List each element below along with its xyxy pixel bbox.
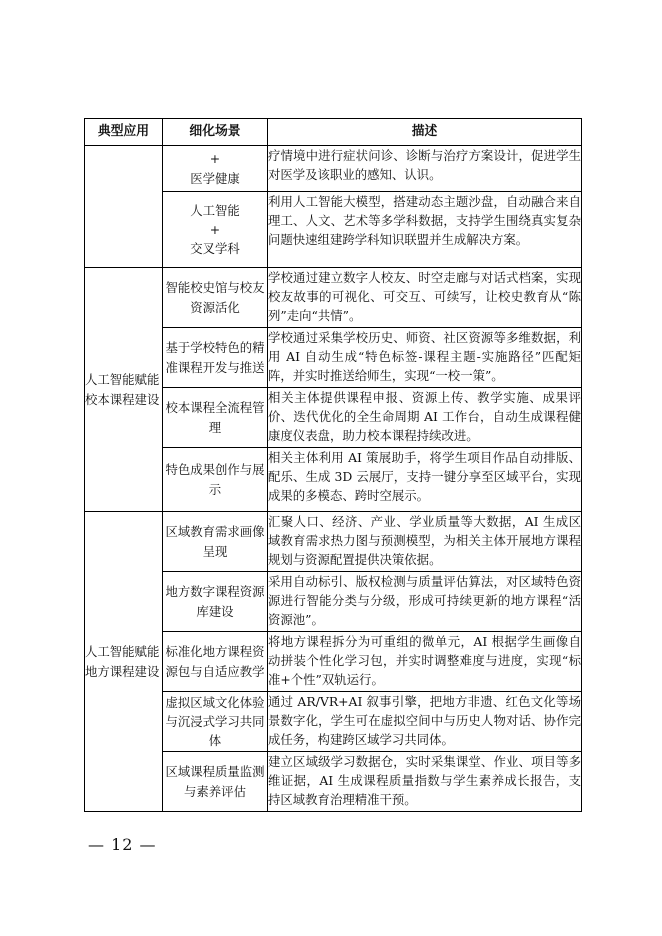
scene-cell <box>163 146 268 192</box>
description-text: 相关主体利用 AI 策展助手，将学生项目作品自动排版、配乐、生成 3D 云展厅，支持一键分享至区域平台，实现成果的多模态、跨时空展示。 <box>268 450 581 504</box>
table-header-row <box>85 119 582 146</box>
header-scene: 细化场景 <box>163 119 268 146</box>
scene-cell <box>163 572 268 632</box>
scene-text: + 医学健康 <box>190 151 240 186</box>
scene-text: 地方数字课程资源库建设 <box>165 584 265 619</box>
description-text: 学校通过建立数字人校友、时空走廊与对话式档案，实现校友故事的可视化、可交互、可续写，让校史教育从“陈列”走向“共情”。 <box>268 270 581 324</box>
scene-cell <box>163 448 268 512</box>
application-cell <box>85 512 163 812</box>
scene-cell <box>163 752 268 812</box>
scene-text: 校本课程全流程管理 <box>165 400 265 435</box>
scene-text: 区域教育需求画像呈现 <box>165 524 265 559</box>
description-text: 利用人工智能大模型，搭建动态主题沙盘，自动融合来自理工、人文、艺术等多学科数据，支持学生围绕真实复杂问题快速组建跨学科知识联盟并生成解决方案。 <box>268 194 581 248</box>
header-description: 描述 <box>268 119 582 146</box>
description-cell <box>268 192 582 268</box>
description-text: 采用自动标引、版权检测与质量评估算法，对区域特色资源进行智能分类与分级，形成可持续更新的地方课程“活资源池”。 <box>268 574 581 628</box>
description-cell <box>268 328 582 388</box>
application-cell <box>85 268 163 512</box>
description-text: 汇聚人口、经济、产业、学业质量等大数据，AI 生成区域教育需求热力图与预测模型，为相关主体开展地方课程规划与资源配置提供决策依据。 <box>268 514 581 568</box>
application-cell <box>85 146 163 268</box>
scene-cell <box>163 512 268 572</box>
description-cell <box>268 752 582 812</box>
scene-text: 虚拟区域文化体验与沉浸式学习共同体 <box>165 694 265 749</box>
application-text: 人工智能赋能地方课程建设 <box>85 644 160 679</box>
table-row <box>85 268 582 328</box>
description-cell <box>268 448 582 512</box>
table-row <box>85 512 582 572</box>
description-cell <box>268 268 582 328</box>
scene-text: 智能校史馆与校友资源活化 <box>165 280 265 315</box>
scene-text: 人工智能 + 交叉学科 <box>190 202 240 257</box>
description-text: 相关主体提供课程申报、资源上传、教学实施、成果评价、迭代优化的全生命周期 AI 工作台，自动生成课程健康度仪表盘，助力校本课程持续改进。 <box>268 390 581 444</box>
description-text: 通过 AR/VR+AI 叙事引擎，把地方非遗、红色文化等场景数字化，学生可在虚拟空间中与历史人物对话、协作完成任务，构建跨区域学习共同体。 <box>268 694 581 748</box>
description-cell <box>268 572 582 632</box>
table-row <box>85 146 582 192</box>
scene-cell <box>163 328 268 388</box>
scene-cell <box>163 692 268 752</box>
application-scenario-table <box>84 118 582 812</box>
description-text: 将地方课程拆分为可重组的微单元，AI 根据学生画像自动拼装个性化学习包，并实时调整难度与进度，实现“标准+个性”双轨运行。 <box>268 634 581 688</box>
description-text: 建立区域级学习数据仓，实时采集课堂、作业、项目等多维证据，AI 生成课程质量指数与学生素养成长报告，支持区域教育治理精准干预。 <box>268 754 581 808</box>
scene-cell <box>163 632 268 692</box>
scene-text: 特色成果创作与展示 <box>165 462 265 497</box>
description-cell <box>268 632 582 692</box>
page-number: — 12 — <box>88 835 157 854</box>
scene-text: 标准化地方课程资源包与自适应教学 <box>165 644 265 679</box>
scene-cell <box>163 388 268 448</box>
description-cell <box>268 388 582 448</box>
scene-text: 基于学校特色的精准课程开发与推送 <box>165 340 265 375</box>
description-text: 学校通过采集学校历史、师资、社区资源等多维数据，利用 AI 自动生成“特色标签-课程主题-实施路径”匹配矩阵，并实时推送给师生，实现“一校一策”。 <box>268 330 581 384</box>
scene-cell <box>163 192 268 268</box>
description-cell <box>268 146 582 192</box>
description-text: 疗情境中进行症状问诊、诊断与治疗方案设计，促进学生对医学及该职业的感知、认识。 <box>268 148 581 183</box>
header-application: 典型应用 <box>85 119 163 146</box>
scene-cell <box>163 268 268 328</box>
description-cell <box>268 512 582 572</box>
description-cell <box>268 692 582 752</box>
application-text: 人工智能赋能校本课程建设 <box>85 372 160 407</box>
scene-text: 区域课程质量监测与素养评估 <box>165 764 265 799</box>
